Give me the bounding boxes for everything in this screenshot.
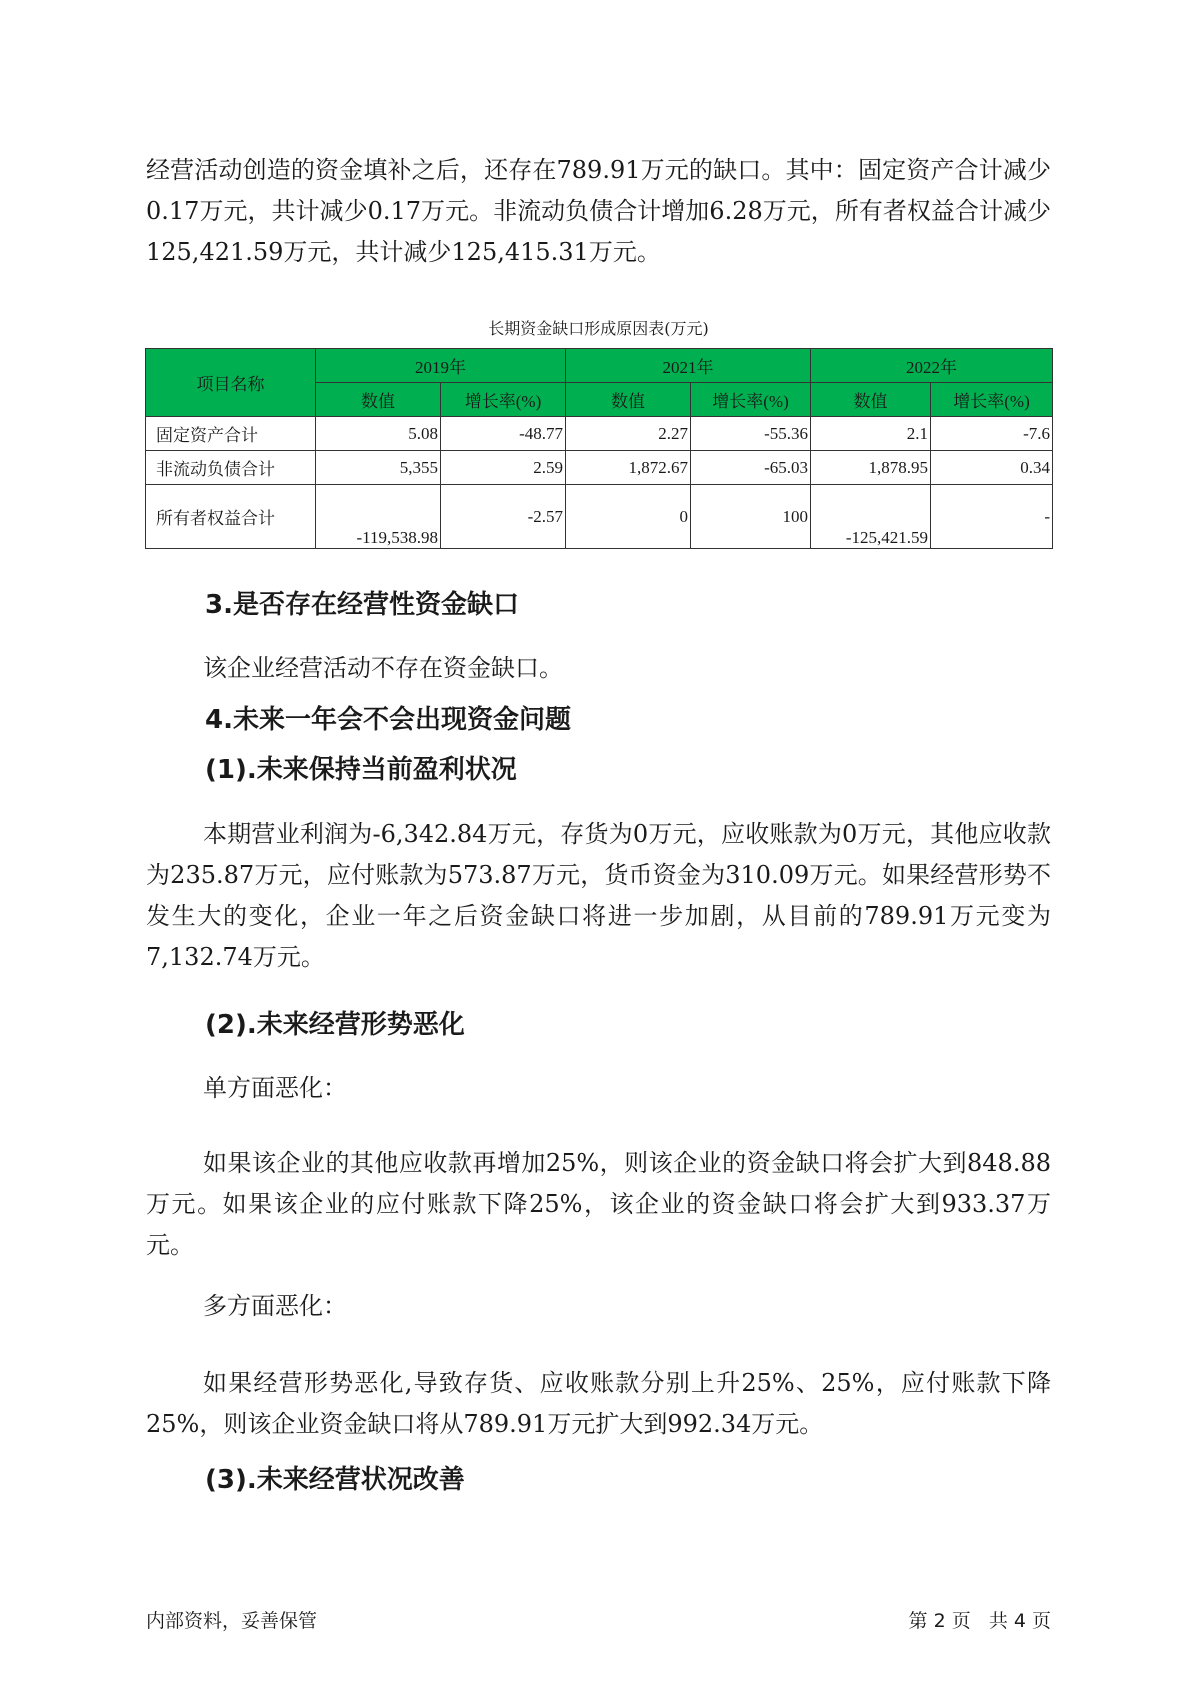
table-cell: 5,355 [316, 451, 441, 485]
section-4-heading: 4.未来一年会不会出现资金问题 [205, 705, 571, 735]
table-header-row [146, 349, 1053, 383]
table-row [146, 451, 1053, 485]
subsection-2-heading: (2).未来经营形势恶化 [205, 1010, 465, 1040]
section-3-heading: 3.是否存在经营性资金缺口 [205, 590, 519, 620]
multi-worsening-text: 如果经营形势恶化,导致存货、应收账款分别上升25%、25%，应付账款下降25%，则该企业资金缺口将从789.91万元扩大到992.34万元。 [146, 1369, 1051, 1438]
row-name: 固定资产合计 [146, 417, 316, 451]
subsection-3-heading: (3).未来经营状况改善 [205, 1465, 465, 1495]
intro-paragraph: 经营活动创造的资金填补之后，还存在789.91万元的缺口。其中：固定资产合计减少0.17万元，共计减少0.17万元。非流动负债合计增加6.28万元，所有者权益合计减少125,421.59万元，共计减少125,415.31万元。 [146, 156, 1051, 266]
table-cell: 2.27 [566, 417, 691, 451]
footer-page-number: 第 2 页 共 4 页 [908, 1610, 1051, 1632]
table-row [146, 485, 1053, 549]
table-cell: 5.08 [316, 417, 441, 451]
table-caption: 长期资金缺口形成原因表(万元) [488, 319, 709, 338]
table-cell: -55.36 [691, 417, 811, 451]
year-header: 2022年 [811, 349, 1053, 383]
funding-gap-table [145, 348, 1053, 549]
table-cell: 2.59 [441, 451, 566, 485]
table-row [146, 417, 1053, 451]
single-worsening-label: 单方面恶化： [203, 1074, 347, 1102]
table-cell: 0.34 [931, 451, 1053, 485]
table-cell: 100 [691, 485, 811, 549]
growth-header: 增长率(%) [441, 383, 566, 417]
item-name-header: 项目名称 [146, 349, 316, 417]
row-name: 非流动负债合计 [146, 451, 316, 485]
table-cell: -125,421.59 [811, 485, 931, 549]
footer-confidential-note: 内部资料，妥善保管 [146, 1610, 318, 1632]
multi-worsening-label: 多方面恶化： [203, 1292, 347, 1320]
single-worsening-text: 如果该企业的其他应收款再增加25%，则该企业的资金缺口将会扩大到848.88万元。如果该企业的应付账款下降25%，该企业的资金缺口将会扩大到933.37万元。 [146, 1149, 1051, 1259]
growth-header: 增长率(%) [931, 383, 1053, 417]
row-name: 所有者权益合计 [146, 485, 316, 549]
table-cell: 0 [566, 485, 691, 549]
table-cell: 1,878.95 [811, 451, 931, 485]
year-header: 2021年 [566, 349, 811, 383]
table-cell: -65.03 [691, 451, 811, 485]
table-cell: - [931, 485, 1053, 549]
table-cell: -48.77 [441, 417, 566, 451]
table-cell: -7.6 [931, 417, 1053, 451]
table-cell: -119,538.98 [316, 485, 441, 549]
growth-header: 增长率(%) [691, 383, 811, 417]
subsection-1-text: 本期营业利润为-6,342.84万元，存货为0万元，应收账款为0万元，其他应收款为235.87万元，应付账款为573.87万元，货币资金为310.09万元。如果经营形势不发生大的变化，企业一年之后资金缺口将进一步加剧，从目前的789.91万元变为7,132.74万元。 [146, 820, 1051, 971]
value-header: 数值 [811, 383, 931, 417]
value-header: 数值 [566, 383, 691, 417]
year-header: 2019年 [316, 349, 566, 383]
table-cell: 1,872.67 [566, 451, 691, 485]
table-cell: 2.1 [811, 417, 931, 451]
value-header: 数值 [316, 383, 441, 417]
subsection-1-heading: (1).未来保持当前盈利状况 [205, 755, 517, 785]
table-cell: -2.57 [441, 485, 566, 549]
section-3-text: 该企业经营活动不存在资金缺口。 [203, 654, 563, 682]
